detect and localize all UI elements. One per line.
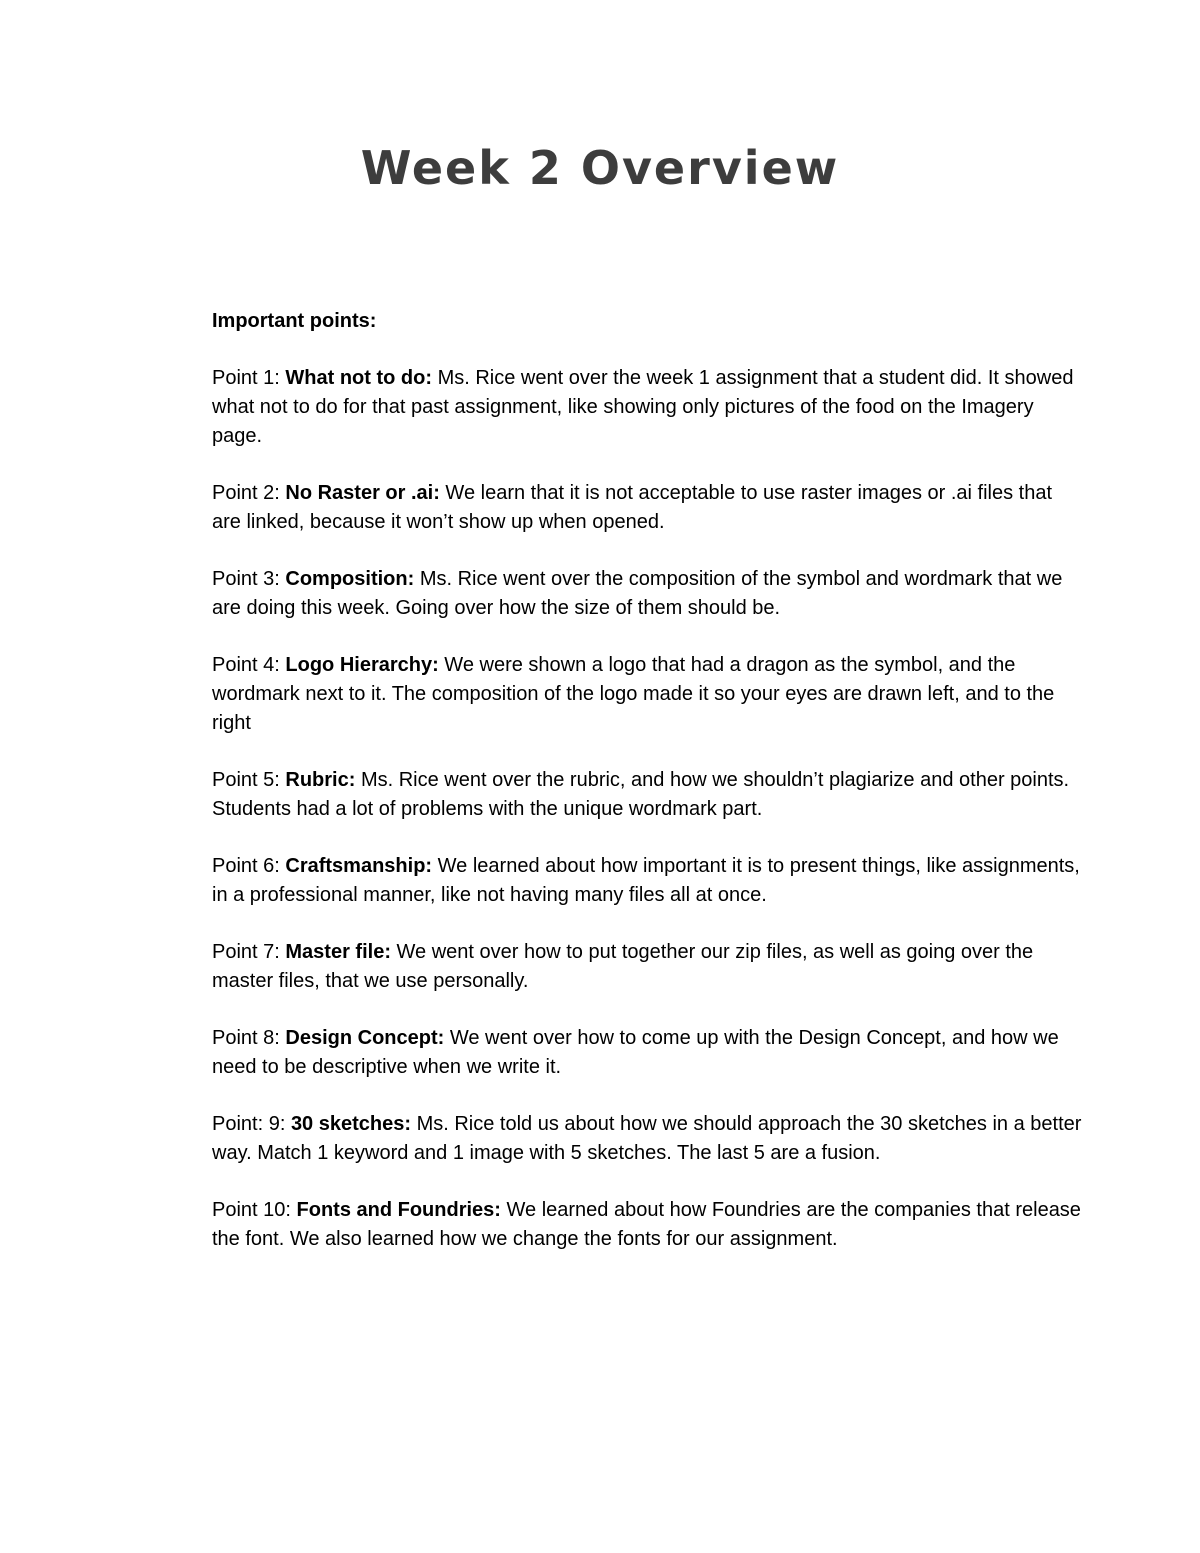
point-text: We went over how to come up with the Design Concept, and how we need to be descriptive when we write it. bbox=[212, 1027, 1059, 1078]
point-3 bbox=[212, 565, 1082, 623]
section-heading: Important points: bbox=[212, 310, 377, 332]
point-text: We learned about how important it is to present things, like assignments, in a professional manner, like not having many files all at once. bbox=[212, 855, 1080, 906]
point-label: Fonts and Foundries: bbox=[296, 1199, 501, 1221]
point-prefix: Point 5: bbox=[212, 769, 286, 791]
point-2 bbox=[212, 479, 1082, 537]
point-label: What not to do: bbox=[285, 367, 433, 389]
point-6 bbox=[212, 852, 1082, 910]
point-8 bbox=[212, 1024, 1082, 1082]
point-9 bbox=[212, 1110, 1082, 1168]
point-1 bbox=[212, 364, 1082, 451]
point-prefix: Point 2: bbox=[212, 482, 286, 504]
point-5 bbox=[212, 766, 1082, 824]
page-title: Week 2 Overview bbox=[360, 141, 840, 195]
point-label: Logo Hierarchy: bbox=[285, 654, 439, 676]
point-label: 30 sketches: bbox=[290, 1113, 412, 1135]
point-prefix: Point 4: bbox=[212, 654, 286, 676]
point-prefix: Point 7: bbox=[212, 941, 286, 963]
point-prefix: Point 6: bbox=[212, 855, 286, 877]
point-prefix: Point 10: bbox=[212, 1199, 297, 1221]
point-text: We went over how to put together our zip files, as well as going over the master files, that we use personally. bbox=[212, 941, 1034, 992]
point-label: No Raster or .ai: bbox=[285, 482, 440, 504]
point-text: Ms. Rice went over the composition of the symbol and wordmark that we are doing this week. Going over how the size of them should be. bbox=[212, 568, 1063, 619]
point-prefix: Point: 9: bbox=[212, 1113, 291, 1135]
point-text: Ms. Rice went over the rubric, and how we shouldn’t plagiarize and other points. Students had a lot of problems with the unique wordmark part. bbox=[212, 769, 1070, 820]
point-4 bbox=[212, 651, 1082, 738]
point-text: We learned about how Foundries are the companies that release the font. We also learned how we change the fonts for our assignment. bbox=[212, 1199, 1081, 1250]
point-text: We were shown a logo that had a dragon as the symbol, and the wordmark next to it. The composition of the logo made it so your eyes are drawn left, and to the right bbox=[212, 654, 1055, 734]
point-text: Ms. Rice told us about how we should approach the 30 sketches in a better way. Match 1 keyword and 1 image with 5 sketches. The last 5 are a fusion. bbox=[212, 1113, 1082, 1164]
point-text: We learn that it is not acceptable to use raster images or .ai files that are linked, because it won’t show up when opened. bbox=[212, 482, 1053, 533]
point-7 bbox=[212, 938, 1082, 996]
point-prefix: Point 8: bbox=[212, 1027, 286, 1049]
point-label: Master file: bbox=[285, 941, 391, 963]
point-prefix: Point 1: bbox=[212, 367, 286, 389]
point-10 bbox=[212, 1196, 1082, 1254]
point-label: Rubric: bbox=[285, 769, 356, 791]
document-body bbox=[212, 307, 1082, 1282]
point-text: Ms. Rice went over the week 1 assignment that a student did. It showed what not to do for that past assignment, like showing only pictures of the food on the Imagery page. bbox=[212, 367, 1074, 447]
point-label: Design Concept: bbox=[285, 1027, 445, 1049]
point-prefix: Point 3: bbox=[212, 568, 286, 590]
point-label: Composition: bbox=[285, 568, 415, 590]
point-label: Craftsmanship: bbox=[285, 855, 433, 877]
